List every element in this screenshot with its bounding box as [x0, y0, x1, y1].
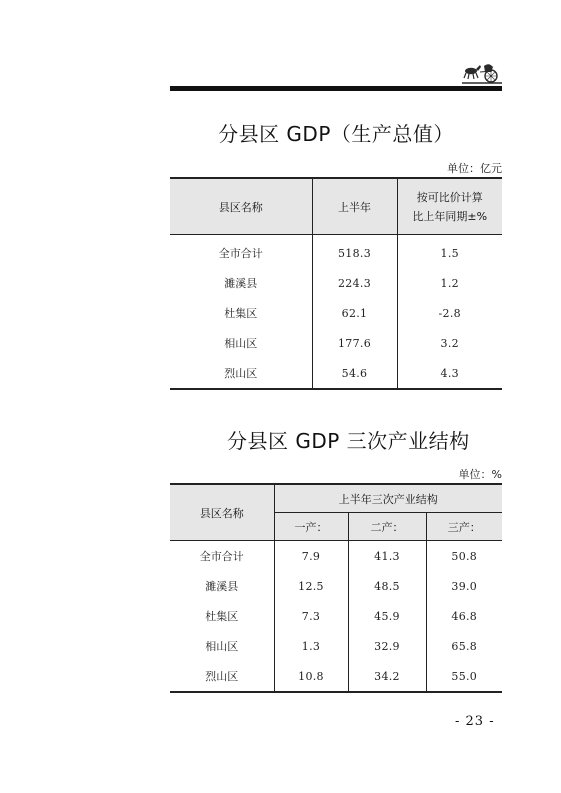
header-secondary: 二产：: [348, 513, 426, 541]
row-change: -2.8: [397, 298, 502, 328]
row-half: 518.3: [312, 235, 397, 269]
table2-header-row: [170, 484, 502, 513]
table-row: [170, 541, 502, 572]
row-name: 濉溪县: [170, 571, 274, 601]
gdp-structure-table: [170, 483, 502, 693]
row-name: 杜集区: [170, 601, 274, 631]
row-tertiary: 39.0: [426, 571, 502, 601]
table1-header-row: [170, 178, 502, 235]
table1-title: 分县区 GDP（生产总值）: [218, 122, 454, 146]
row-name: 相山区: [224, 337, 258, 350]
row-change: 4.3: [397, 358, 502, 389]
row-primary: 12.5: [274, 571, 348, 601]
row-tertiary: 55.0: [426, 661, 502, 692]
row-half: 62.1: [312, 298, 397, 328]
row-secondary: 32.9: [348, 631, 426, 661]
table2-unit: 单位：%: [458, 468, 502, 481]
row-name: 全市合计: [170, 541, 274, 572]
table-row: [170, 631, 502, 661]
row-change: 1.2: [397, 268, 502, 298]
row-primary: 10.8: [274, 661, 348, 692]
header-group: 上半年三次产业结构: [274, 484, 502, 513]
table-row: [170, 328, 502, 358]
row-name: 全市合计: [218, 247, 263, 260]
row-tertiary: 50.8: [426, 541, 502, 572]
row-change: 1.5: [397, 235, 502, 269]
table-row: [170, 268, 502, 298]
row-name: 杜集区: [224, 307, 258, 320]
row-change: 3.2: [397, 328, 502, 358]
row-secondary: 45.9: [348, 601, 426, 631]
page-number: - 23 -: [455, 714, 495, 729]
row-secondary: 34.2: [348, 661, 426, 692]
table-row: [170, 661, 502, 692]
header-primary: 一产：: [274, 513, 348, 541]
table2-title: 分县区 GDP 三次产业结构: [227, 429, 470, 453]
row-primary: 1.3: [274, 631, 348, 661]
table-row: [170, 235, 502, 269]
row-half: 177.6: [312, 328, 397, 358]
header-tertiary: 三产：: [426, 513, 502, 541]
table1-unit: 单位：亿元: [447, 162, 502, 175]
row-secondary: 48.5: [348, 571, 426, 601]
header-half: 上半年: [312, 178, 397, 235]
horse-chariot-icon: [462, 62, 502, 86]
table-row: [170, 298, 502, 328]
table-row: [170, 571, 502, 601]
header-rule: [170, 86, 502, 91]
header-compare: [397, 178, 502, 235]
row-name: 相山区: [170, 631, 274, 661]
row-tertiary: 46.8: [426, 601, 502, 631]
header-compare-line2: 比上年同期±%: [412, 209, 488, 223]
table-row: [170, 358, 502, 389]
row-primary: 7.9: [274, 541, 348, 572]
row-half: 224.3: [312, 268, 397, 298]
gdp-table: [170, 177, 502, 390]
row-name: 烈山区: [224, 367, 258, 380]
row-primary: 7.3: [274, 601, 348, 631]
row-name: 濉溪县: [224, 277, 258, 290]
table-row: [170, 601, 502, 631]
row-name: 烈山区: [170, 661, 274, 692]
row-half: 54.6: [312, 358, 397, 389]
header-name: 县区名称: [170, 484, 274, 541]
header-name: 县区名称: [170, 178, 312, 235]
row-secondary: 41.3: [348, 541, 426, 572]
row-tertiary: 65.8: [426, 631, 502, 661]
header-compare-line1: 按可比价计算: [416, 190, 483, 204]
